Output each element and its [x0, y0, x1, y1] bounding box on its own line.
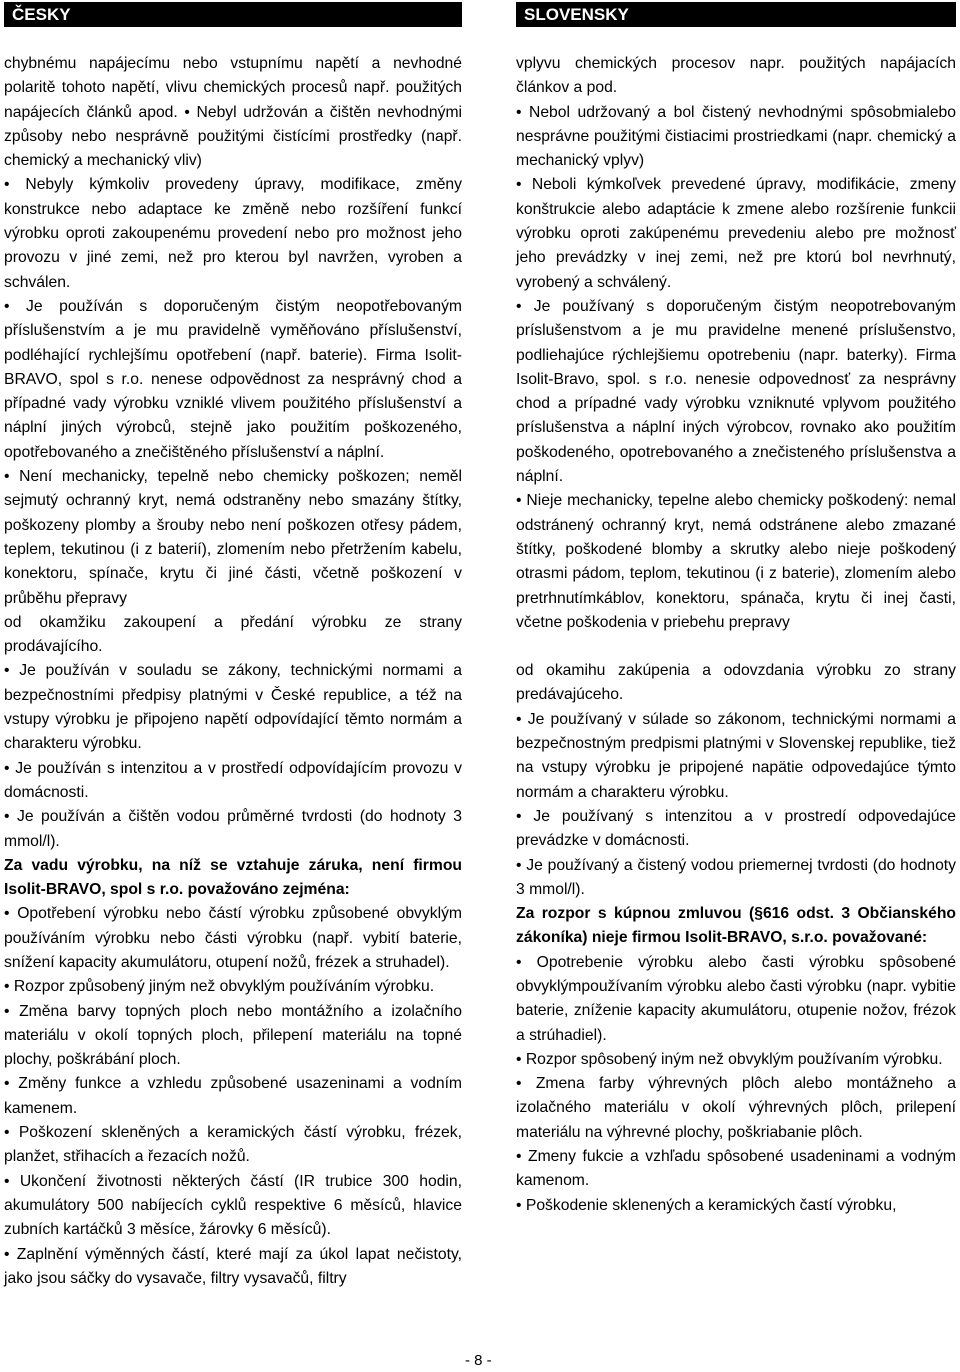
slovak-paragraph: • Zmeny fukcie a vzhľadu spôsobené usadeninami a vodným kamenom. — [516, 1148, 956, 1190]
slovak-paragraph: • Je používaný s doporučeným čistým neopotrebovaným príslušenstvom a je mu pravidelne menené príslušenstvo, podliehajúce rýchlejšiemu opotrebeniu (napr. baterky). Firma Isolit-Bravo, spol. s r.o. nenesie odpovednosť za nesprávny chod a prípadné vady výrobku vzniknuté vplyvom použitého príslušenstva a náplní iných výrobcov, rovnako ako použitím poškodeného, opotrebovaného a znečisteného príslušenstva a náplní. — [516, 297, 956, 486]
czech-paragraph: • Je používán a čištěn vodou průměrné tvrdosti (do hodnoty 3 mmol/l). — [4, 808, 462, 850]
slovak-paragraph: • Nebol udržovaný a bol čistený nevhodnými spôsobmialebo nesprávne použitými čistiacimi prostriedkami (napr. chemický a mechanický vplyv) — [516, 103, 956, 170]
czech-paragraph: • Je používán s intenzitou a v prostředí odpovídajícím provozu v domácnosti. — [4, 759, 462, 801]
slovak-text-body — [516, 52, 956, 1218]
czech-paragraph: chybnému napájecímu nebo vstupnímu napětí a nevhodné polaritě tohoto napětí, vlivu chemických procesů např. použitých napájecích článků apod. • Nebyl udržován a čištěn nevhodnými způsoby nebo nesprávně použitými čistícími prostředky (např. chemický a mechanický vliv) — [4, 55, 462, 170]
slovak-paragraph: • Rozpor spôsobený iným než obvyklým používaním výrobku. — [516, 1050, 943, 1068]
slovak-column — [516, 0, 956, 1218]
czech-paragraph: • Není mechanicky, tepelně nebo chemicky poškozen; neměl sejmutý ochranný kryt, nemá odstraněny nebo smazány štítky, poškozeny plomby a šrouby nebo není poškozen otřesy pádem, teplem, tekutinou (i z baterií), zlomením nebo přetržením kabelu, konektoru, spínače, krytu či jiné části, včetně poškození v průběhu přepravy — [4, 468, 462, 607]
slovak-paragraph: • Je používaný a čistený vodou priemernej tvrdosti (do hodnoty 3 mmol/l). — [516, 856, 956, 898]
czech-column — [4, 0, 462, 1291]
czech-paragraph: • Změna barvy topných ploch nebo montážního a izolačního materiálu v okolí topných ploch, přilepení materiálu na topné plochy, poškrábání ploch. — [4, 1002, 462, 1069]
czech-paragraph: • Zaplnění výměnných částí, které mají za úkol lapat nečistoty, jako jsou sáčky do vysavače, filtry vysavačů, filtry — [4, 1245, 462, 1287]
slovak-paragraph: vplyvu chemických procesov napr. použitých napájacích článkov a pod. — [516, 55, 956, 97]
slovak-paragraph: • Zmena farby výhrevných plôch alebo montážneho a izolačného materiálu v okolí výhrevných plôch, prilepení materiálu na výhrevné plochy, poškriabanie plôch. — [516, 1075, 956, 1141]
czech-paragraph: • Opotřebení výrobku nebo částí výrobku způsobené obvyklým používáním výrobku nebo části výrobku (např. vybití baterie, snížení kapacity akumulátoru, otupení nožů, frézek a struhadel). — [4, 905, 462, 971]
czech-paragraph: • Je používán s doporučeným čistým neopotřebovaným příslušenstvím a je mu pravidelně vyměňováno příslušenství, podléhající rychlejšímu opotřebení (např. baterie). Firma Isolit-BRAVO, spol s r.o. nenese odpovědnost za nesprávný chod a případné vady výrobku vzniklé vlivem použitého příslušenství a náplní jiných výrobců, stejně jako použitím poškozeného, opotřebovaného a znečištěného příslušenství a náplní. — [4, 297, 462, 461]
czech-paragraph: • Nebyly kýmkoliv provedeny úpravy, modifikace, změny konstrukce nebo adaptace ke změně nebo rozšíření funkcí výrobku oproti zakoupenému provedení nebo pro možnost jeho provozu v jiné zemi, než pro kterou byl navržen, vyroben a schválen. — [4, 176, 462, 291]
czech-text-body — [4, 52, 462, 1291]
page-number: - 8 - — [465, 1352, 492, 1369]
slovak-paragraph: • Je používaný v súlade so zákonom, technickými normami a bezpečnostným predpismi platnými v Slovenskej republike, tiež na vstupy výrobku je pripojené napätie odpovedajúce týmto normám a charakteru výrobku. — [516, 710, 956, 801]
slovak-paragraph: • Opotrebenie výrobku alebo časti výrobku spôsobené obvyklýmpoužívaním výrobku alebo časti výrobku (napr. vybitie baterie, zníženie kapacity akumulátoru, otupenie nožov, frézok a strúhadiel). — [516, 953, 956, 1044]
czech-paragraph: • Je používán v souladu se zákony, technickými normami a bezpečnostními předpisy platnými v České republice, a též na vstupy výrobku je připojeno napětí odpovídající těmto normám a charakteru výrobku. — [4, 662, 462, 753]
czech-paragraph: • Ukončení životnosti některých částí (IR trubice 300 hodin, akumulátory 500 nabíjecích cyklů respektive 6 měsíců, hlavice zubních kartáčků 3 měsíce, žárovky 6 měsíců). — [4, 1172, 462, 1239]
slovak-paragraph: • Neboli kýmkoľvek prevedené úpravy, modifikácie, zmeny konštrukcie alebo adaptácie k zmene alebo rozšírenie funkcii výrobku oproti zakúpenému prevedeniu alebo pre možnosť jeho prevádzky v inej zemi, než pre ktorú bol nevrhnutý, vyrobený a schválený. — [516, 176, 956, 291]
czech-paragraph: • Změny funkce a vzhledu způsobené usazeninami a vodním kamenem. — [4, 1075, 462, 1117]
slovak-paragraph: • Nieje mechanicky, tepelne alebo chemicky poškodený: nemal odstránený ochranný kryt, nemá odstránene alebo zmazané štítky, poškodené blomby a skrutky alebo nieje poškodený otrasmi pádom, teplom, tekutinou (i z baterie), zlomením alebo pretrhnutímkáblov, konektoru, spánača, krytu či inej časti, včetne poškodenia v priebehu prepravy — [516, 492, 956, 631]
czech-paragraph: • Poškození skleněných a keramických částí výrobku, frézek, planžet, střihacích a řezacích nožů. — [4, 1124, 462, 1166]
slovak-paragraph: od okamihu zakúpenia a odovzdania výrobku zo strany predávajúceho. — [516, 662, 956, 704]
czech-paragraph: • Rozpor způsobený jiným než obvyklým používáním výrobku. — [4, 978, 435, 996]
slovak-paragraph: • Je používaný s intenzitou a v prostredí odpovedajúce prevádzke v domácnosti. — [516, 807, 956, 850]
slovak-paragraph: Za rozpor s kúpnou zmluvou (§616 odst. 3 Občianského zákoníka) nieje firmou Isolit-BRAVO, s.r.o. považované: — [516, 905, 956, 947]
czech-paragraph: Za vadu výrobku, na níž se vztahuje záruka, není firmou Isolit-BRAVO, spol s r.o. považováno zejména: — [4, 856, 462, 899]
slovak-paragraph: • Poškodenie sklenených a keramických častí výrobku, — [516, 1196, 897, 1214]
czech-section-header: ČESKY — [4, 2, 462, 27]
slovak-section-header: SLOVENSKY — [516, 2, 956, 27]
czech-paragraph: od okamžiku zakoupení a předání výrobku ze strany prodávajícího. — [4, 613, 462, 656]
